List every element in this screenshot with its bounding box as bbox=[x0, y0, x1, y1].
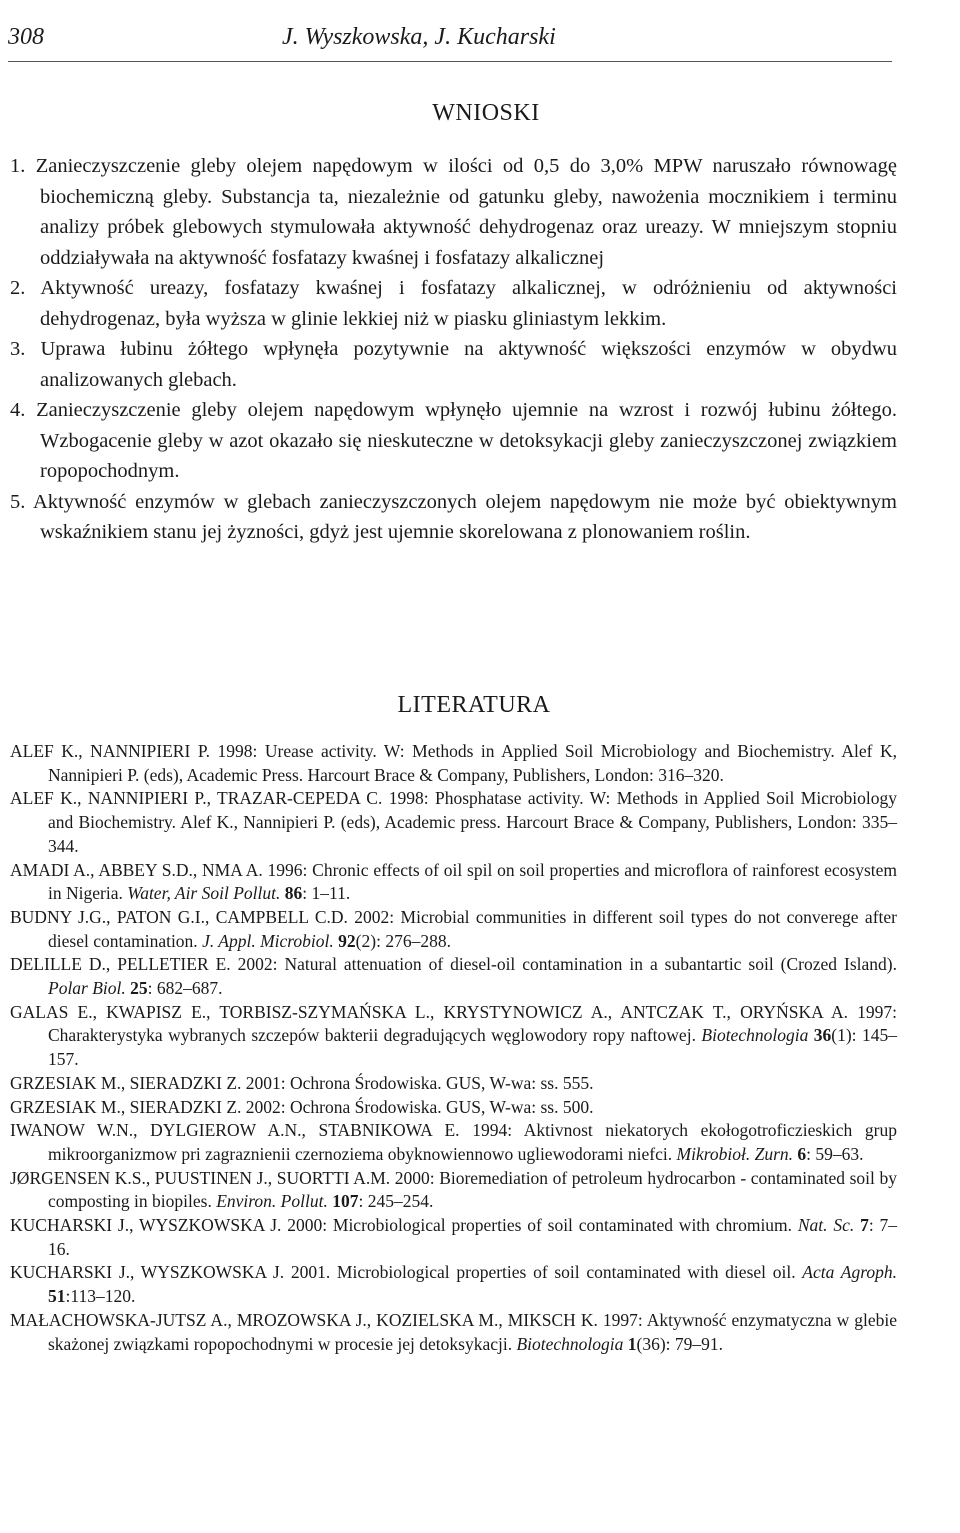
reference-entry bbox=[10, 1119, 897, 1166]
reference-journal: Polar Biol. bbox=[48, 978, 126, 999]
reference-text: :113–120. bbox=[65, 1286, 136, 1307]
reference-list bbox=[10, 740, 897, 1356]
reference-text: GRZESIAK M., SIERADZKI Z. 2001: Ochrona Środowiska. GUS, W-wa: ss. 555. bbox=[10, 1072, 594, 1093]
reference-text: KUCHARSKI J., WYSZKOWSKA J. 2000: Microbiological properties of soil contaminated with chromium. bbox=[10, 1215, 798, 1236]
reference-entry bbox=[10, 1261, 897, 1308]
reference-entry bbox=[10, 859, 897, 906]
reference-entry bbox=[10, 1167, 897, 1214]
conclusion-item: 1. Zanieczyszczenie gleby olejem napędowym w ilości od 0,5 do 3,0% MPW naruszało równowagę biochemiczną gleby. Substancja ta, niezależnie od gatunku gleby, nawożenia mocznikiem i terminu analizy próbek glebowych stymulowała aktywność dehydrogenaz oraz ureazy. W mniejszym stopniu oddziaływała na aktywność fosfatazy kwaśnej i fosfatazy alkalicznej bbox=[10, 155, 897, 269]
reference-text: AMADI A., ABBEY S.D., NMA A. 1996: Chronic effects of oil spil on soil properties and microflora of rainforest ecosystem in Nigeria. bbox=[10, 859, 897, 904]
reference-text: GALAS E., KWAPISZ E., TORBISZ-SZYMAŃSKA L., KRYSTYNOWICZ A., ANTCZAK T., ORYŃSKA A. 1997: Charakterystyka wybranych szczepów bakterii degradujących węglowodory ropy naftowej. bbox=[10, 1001, 897, 1046]
reference-text: MAŁACHOWSKA-JUTSZ A., MROZOWSKA J., KOZIELSKA M., MIKSCH K. 1997: Aktywność enzymatyczna w glebie skażonej związkami ropopochodnymi w procesie jej detoksykacji. bbox=[10, 1309, 897, 1354]
conclusion-item: 3. Uprawa łubinu żółtego wpłynęła pozytywnie na aktywność większości enzymów w obydwu analizowanych glebach. bbox=[10, 338, 897, 391]
reference-volume: 86 bbox=[284, 883, 303, 904]
reference-entry bbox=[10, 906, 897, 953]
conclusions-heading: WNIOSKI bbox=[432, 100, 540, 126]
reference-journal: Acta Agroph. bbox=[802, 1262, 897, 1283]
reference-journal: Environ. Pollut. bbox=[216, 1191, 328, 1212]
reference-journal: Nat. Sc. bbox=[797, 1215, 855, 1236]
reference-entry bbox=[10, 953, 897, 1000]
header-rule bbox=[8, 61, 892, 62]
reference-text: : 682–687. bbox=[147, 978, 223, 999]
reference-text: : 59–63. bbox=[806, 1143, 864, 1164]
reference-entry bbox=[10, 740, 897, 787]
reference-text: ALEF K., NANNIPIERI P., TRAZAR-CEPEDA C. 1998: Phosphatase activity. W: Methods in Applied Soil Microbiology and Biochemistry. Alef K., Nannipieri P. (eds), Academic press. Harcourt Brace & Company, Publishers, London: 335–344. bbox=[10, 788, 897, 856]
reference-text: (36): 79–91. bbox=[636, 1333, 724, 1354]
reference-text: : 245–254. bbox=[358, 1191, 434, 1212]
reference-volume: 1 bbox=[627, 1333, 637, 1354]
reference-text: : 7–16. bbox=[48, 1215, 898, 1259]
conclusion-item: 2. Aktywność ureazy, fosfatazy kwaśnej i fosfatazy alkalicznej, w odróżnieniu od aktywności dehydrogenaz, była wyższa w glinie lekkiej niż w piasku gliniastym lekkim. bbox=[10, 277, 897, 330]
reference-text: ALEF K., NANNIPIERI P. 1998: Urease activity. W: Methods in Applied Soil Microbiology and Biochemistry. Alef K, Nannipieri P. (eds), Academic Press. Harcourt Brace & Company, Publishers, London: 316–320. bbox=[10, 741, 897, 785]
reference-journal: Biotechnologia bbox=[516, 1333, 624, 1354]
reference-journal: Water, Air Soil Pollut. bbox=[127, 883, 281, 904]
conclusion-item: 5. Aktywność enzymów w glebach zanieczyszczonych olejem napędowym nie może być obiektywnym wskaźnikiem stanu jej żyzności, gdyż jest ujemnie skorelowana z plonowaniem roślin. bbox=[10, 490, 897, 543]
reference-text: : 1–11. bbox=[302, 883, 351, 904]
conclusion-item: 4. Zanieczyszczenie gleby olejem napędowym wpłynęło ujemnie na wzrost i rozwój łubinu żółtego. Wzbogacenie gleby w azot okazało się nieskuteczne w detoksykacji gleby zanieczyszczonej związkiem ropopochodnym. bbox=[10, 399, 897, 482]
reference-volume: 6 bbox=[797, 1143, 807, 1164]
reference-entry bbox=[10, 1001, 897, 1072]
conclusions-list bbox=[10, 151, 897, 548]
reference-journal: Mikrobioł. Zurn. bbox=[676, 1143, 794, 1164]
reference-text: (1): 145–157. bbox=[48, 1025, 897, 1070]
literature-heading: LITERATURA bbox=[397, 692, 551, 718]
running-header-authors: J. Wyszkowska, J. Kucharski bbox=[282, 24, 556, 50]
reference-entry bbox=[10, 1072, 897, 1096]
reference-text: GRZESIAK M., SIERADZKI Z. 2002: Ochrona Środowiska. GUS, W-wa: ss. 500. bbox=[10, 1096, 594, 1117]
reference-volume: 92 bbox=[338, 930, 356, 951]
reference-entry bbox=[10, 1309, 897, 1356]
reference-entry bbox=[10, 1214, 897, 1261]
page-number: 308 bbox=[8, 24, 44, 50]
reference-text: DELILLE D., PELLETIER E. 2002: Natural attenuation of diesel-oil contamination in a subantartic soil (Crozed Island). bbox=[10, 954, 897, 975]
reference-text: IWANOW W.N., DYLGIEROW A.N., STABNIKOWA E. 1994: Aktivnost niekatorych ekołogotroficzieskich grup mikroorganizmow pri zagraznienii czernoziema obyknowiennowo ugliewodorami niefci. bbox=[10, 1120, 897, 1164]
reference-journal: J. Appl. Microbiol. bbox=[202, 930, 334, 951]
reference-volume: 51 bbox=[48, 1286, 66, 1307]
reference-text: BUDNY J.G., PATON G.I., CAMPBELL C.D. 2002: Microbial communities in different soil types do not converege after diesel contamination. bbox=[10, 906, 897, 951]
reference-text: JØRGENSEN K.S., PUUSTINEN J., SUORTTI A.M. 2000: Bioremediation of petroleum hydrocarbon - contaminated soil by composting in biopiles. bbox=[10, 1167, 897, 1212]
reference-entry bbox=[10, 1096, 897, 1120]
reference-volume: 25 bbox=[130, 978, 148, 999]
reference-volume: 36 bbox=[813, 1025, 832, 1046]
reference-entry bbox=[10, 787, 897, 858]
reference-journal: Biotechnologia bbox=[701, 1025, 809, 1046]
reference-volume: 107 bbox=[332, 1191, 359, 1212]
reference-text: KUCHARSKI J., WYSZKOWSKA J. 2001. Microbiological properties of soil contaminated with diesel oil. bbox=[10, 1262, 803, 1283]
reference-text: (2): 276–288. bbox=[355, 930, 451, 951]
reference-volume: 7 bbox=[860, 1215, 869, 1236]
